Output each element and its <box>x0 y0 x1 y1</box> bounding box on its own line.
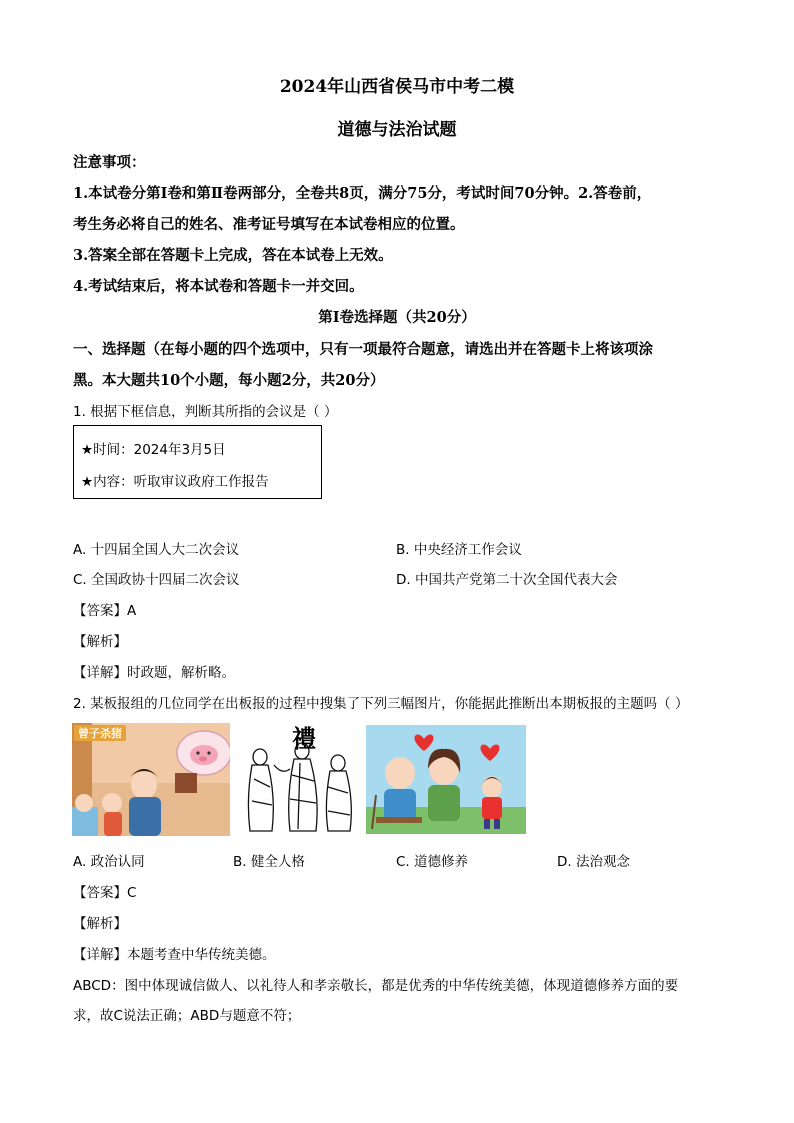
q2-detail: 【详解】本题考查中华传统美德。 <box>73 947 276 963</box>
q2-option-c: C. 道德修养 <box>396 854 469 870</box>
q2-stem: 2. 某板报组的几位同学在出板报的过程中搜集了下列三幅图片，你能据此推断出本期板报的主题吗（ ） <box>73 696 689 712</box>
notice-line-1: 1.本试卷分第Ⅰ卷和第Ⅱ卷两部分，全卷共8页，满分75分，考试时间70分钟。2.答卷前， <box>73 185 652 202</box>
page-subtitle: 道德与法治试题 <box>337 120 457 140</box>
q2-option-d: D. 法治观念 <box>557 854 630 870</box>
zengzi-caption: 曾子杀猪 <box>74 725 126 741</box>
q2-explanation-line-2: 求，故C说法正确；ABD与题意不符； <box>73 1008 301 1024</box>
li-caption: 禮 <box>292 724 316 753</box>
section-instruction-line-2: 黑。本大题共10个小题，每小题2分，共20分） <box>73 372 385 389</box>
q1-box-content: ★内容：听取审议政府工作报告 <box>81 474 269 490</box>
family-illustration <box>366 725 526 834</box>
q1-stem: 1. 根据下框信息，判断其所指的会议是（ ） <box>73 404 338 420</box>
q1-info-box <box>73 425 322 499</box>
q2-answer: 【答案】C <box>73 885 137 901</box>
q1-option-a: A. 十四届全国人大二次会议 <box>73 542 240 558</box>
q1-analysis: 【解析】 <box>73 634 127 650</box>
page-title: 2024年山西省侯马市中考二模 <box>279 77 515 97</box>
notice-line-2: 考生务必将自己的姓名、准考证号填写在本试卷相应的位置。 <box>73 216 465 233</box>
q2-image-zengzi <box>72 723 230 836</box>
q2-image-li <box>240 719 358 837</box>
q2-option-a: A. 政治认同 <box>73 854 145 870</box>
q1-option-c: C. 全国政协十四届二次会议 <box>73 572 240 588</box>
notice-heading: 注意事项： <box>73 154 146 171</box>
q1-answer: 【答案】A <box>73 603 137 619</box>
q2-explanation-line-1: ABCD：图中体现诚信做人、以礼待人和孝亲敬长，都是优秀的中华传统美德，体现道德修养方面的要 <box>73 978 679 994</box>
q2-image-family <box>366 725 526 834</box>
q2-analysis: 【解析】 <box>73 916 127 932</box>
q1-option-d: D. 中国共产党第二十次全国代表大会 <box>396 572 618 588</box>
q1-box-time: ★时间：2024年3月5日 <box>81 442 226 458</box>
q1-detail: 【详解】时政题，解析略。 <box>73 665 235 681</box>
q2-option-b: B. 健全人格 <box>233 854 305 870</box>
notice-line-4: 4.考试结束后，将本试卷和答题卡一并交回。 <box>73 278 364 295</box>
section-instruction-line-1: 一、选择题（在每小题的四个选项中，只有一项最符合题意，请选出并在答题卡上将该项涂 <box>73 341 653 358</box>
q1-option-b: B. 中央经济工作会议 <box>396 542 522 558</box>
notice-line-3: 3.答案全部在答题卡上完成，答在本试卷上无效。 <box>73 247 393 264</box>
part-title: 第Ⅰ卷选择题（共20分） <box>318 309 476 326</box>
